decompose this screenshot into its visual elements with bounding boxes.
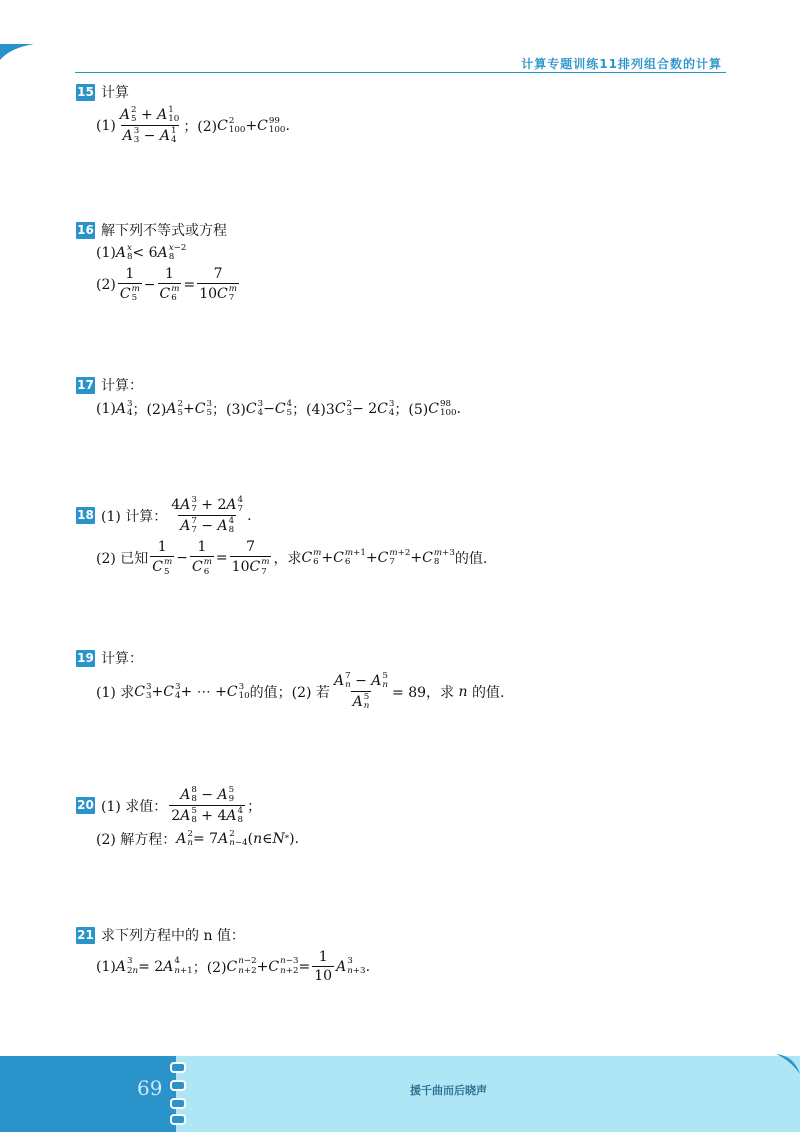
problem-title: 解下列不等式或方程 (101, 223, 227, 239)
problem-21-formula: (1) A 3 2n = 2 A 4 n+1 ；(2) C n−2 n+2 + C n−3 n+2 = $\frac{1}{10}$ A 3 n+3 . (96, 949, 371, 984)
problem-16-equation: (2) 1 C m 5 − 1 C m 6 = 7 10C m 7 (96, 266, 237, 304)
problem-title: 计算： (101, 378, 143, 394)
problem-number: 15 (77, 84, 94, 99)
problem-number: 20 (77, 798, 94, 813)
problem-19 (76, 648, 504, 711)
problem-17-formula: (1) A 3 4 ；(2) A 2 5 + C 3 5 ；(3) C 3 4 − C 4 5 ；(4)3 C 2 3 − 2 C 3 4 ；(5) C 98 100 . (96, 398, 461, 418)
problem-16-inequality: (1) A x 8 < 6 A x−2 8 (96, 243, 187, 263)
problem-19-formula: (1) 求 C 3 3 + C 3 4 + ⋯ + C 3 10 的值；(2) 若 A 7 n − A 5 n A 5 n = 89，求 n 的值. (96, 671, 505, 712)
problem-20-part2: (2) 解方程： A 2 n = 7 A 2 n−4 ( n ∈ N * ). (96, 829, 299, 849)
binder-rings-icon (168, 1060, 184, 1124)
problem-title: 求下列方程中的 n 值： (101, 928, 245, 944)
page-number: 69 (137, 1076, 163, 1100)
problem-18-part1-label: (1) 计算： (101, 508, 168, 525)
chapter-title: 计算专题训练11排列组合数的计算 (521, 57, 722, 71)
problem-17 (76, 375, 461, 419)
problem-number: 16 (77, 222, 94, 237)
corner-decoration (0, 44, 34, 60)
problem-15-formula: (1) A 2 5 + A 1 10 A 3 3 − A 1 4 ；(2) C 2 100 + C 99 100 . (96, 105, 290, 146)
footer-corner-decoration (776, 1054, 800, 1074)
problem-18-part2: (2) 已知 1 C m 5 − 1 C m 6 = 7 10C m 7 ，求 C m 6 + C m+1 6 + C m+2 7 + C m+3 8 的值. (96, 539, 488, 577)
header-rule (75, 72, 726, 73)
problem-number: 18 (77, 508, 94, 523)
problem-number: 19 (77, 650, 94, 665)
problem-16 (76, 220, 241, 303)
problem-21 (76, 925, 370, 984)
footer-motto: 援千曲而后晓声 (410, 1084, 487, 1097)
problem-18: 18 (1) 计算： 4A 3 7 + 2A 4 7 A 7 7 − A 4 8 . (2) 已知 1 C m 5 − 1 C m 6 = 7 10C m 7 ，求 C m 6 + C m+1 6 + C m+2 7 + C m+3 8 的值. (77, 495, 488, 577)
problem-title: 计算： (101, 651, 143, 667)
problem-title: 计算 (101, 85, 129, 101)
problem-20: 20 (1) 求值： A 8 8 − A 5 9 2A 5 8 + 4A 4 8 ； (2) 解方程： A 2 n = 7 A 2 n−4 ( n ∈ N * ). (77, 785, 299, 849)
problem-number: 17 (77, 377, 94, 392)
problem-15 (76, 82, 290, 145)
problem-number: 21 (77, 927, 94, 942)
problem-20-part1-label: (1) 求值： (101, 798, 168, 815)
